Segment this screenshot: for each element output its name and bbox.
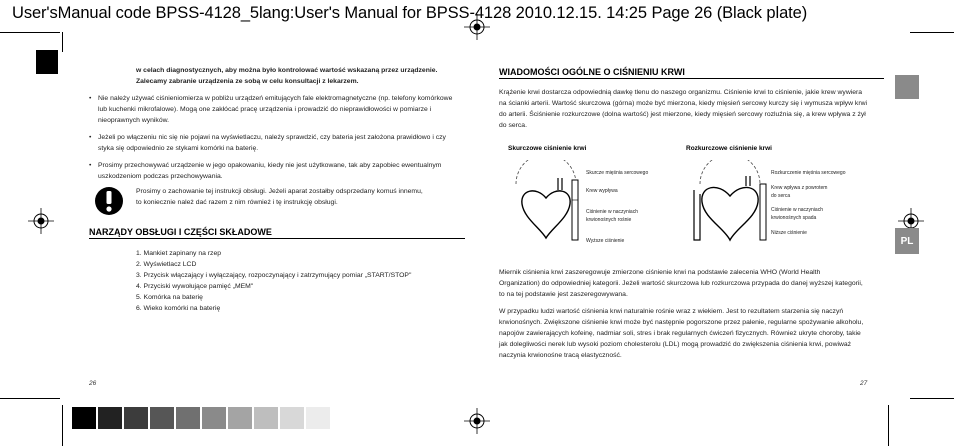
text-line: do arterii. Ściśnienie rozkurczowe (dolna wartość) jest mierzone, kiedy mięsień sercowy rozluźnia się, a krew wpływa z żył xyxy=(499,111,866,118)
gray-side-tab xyxy=(895,75,919,99)
gray-swatch xyxy=(98,407,122,429)
systolic-heart-diagram xyxy=(506,160,586,260)
gray-swatch xyxy=(124,407,148,429)
print-slug-header: User'sManual code BPSS-4128_5lang:User's Manual for BPSS-4128 2010.12.15. 14:25 Page 26 (Black plate) xyxy=(12,4,808,22)
section-title-parts: NARZĄDY OBSŁUGI I CZĘŚCI SKŁADOWE xyxy=(89,227,465,239)
diagram-label: krwionośnych spada xyxy=(771,215,817,221)
gray-swatch xyxy=(254,407,278,429)
gray-swatch xyxy=(176,407,200,429)
diagram-label: Rozkurczenie mięśnia sercowego xyxy=(771,170,846,176)
diagram-label: Wyższe ciśnienie xyxy=(586,238,625,244)
text-line: to koniecznie należ dać razem z nim również i tę instrukcję obsługi. xyxy=(136,199,338,206)
text-line: krwionośnych. Zwiększone ciśnienie krwi może być następnie pogorszone przez palenie, regularne spożywanie alkoholu, xyxy=(499,319,864,326)
diagram-label: Ciśnienie w naczyniach xyxy=(771,207,823,213)
text-line: naczynia krwionośne tracą elastyczność. xyxy=(499,352,622,359)
gray-swatch xyxy=(72,407,96,429)
warning-note xyxy=(136,186,466,208)
list-item: 2. Wyświetlacz LCD xyxy=(136,261,197,268)
crop-line xyxy=(910,398,954,399)
crop-line xyxy=(888,405,889,446)
text-line: to na tej podstawie jest zaszeregowywana. xyxy=(499,291,628,298)
gray-swatch xyxy=(202,407,226,429)
text-line: w celach diagnostycznych, aby można było kontrolować wartość wskazaną przez urządzenie. xyxy=(136,67,438,74)
parts-list xyxy=(136,248,466,314)
page-number-right: 27 xyxy=(860,380,868,387)
diagram-label: Krew wpływa z powrotem xyxy=(771,185,828,191)
list-item: 3. Przycisk włączający i wyłączający, rozpoczynający i zatrzymujący pomiar „START/STOP" xyxy=(136,272,412,279)
who-paragraph xyxy=(499,267,889,300)
list-item xyxy=(89,93,464,126)
registration-mark-icon xyxy=(28,208,54,234)
list-item: 5. Komórka na baterię xyxy=(136,294,203,301)
text-line: styka się odpowiednio ze stykami komórki na baterię. xyxy=(98,145,259,152)
diagram-label: Niższe ciśnienie xyxy=(771,230,807,236)
age-paragraph xyxy=(499,306,889,361)
registration-mark-icon xyxy=(464,408,490,434)
diagram-label: krwionośnych rośnie xyxy=(586,217,632,223)
text-line: Miernik ciśnienia krwi zaszeregowuje zmierzone ciśnienie krwi na podstawie zalecenia WHO (World Health xyxy=(499,269,821,276)
text-line: Zalecamy zabranie urządzenia ze sobą w celu konsultacji z lekarzem. xyxy=(136,78,359,85)
diagram-label: Skurcze mięśnia sercowego xyxy=(586,170,649,176)
intro-bold xyxy=(136,65,456,87)
diagram-label: Krew wypływa xyxy=(586,188,618,194)
crop-line xyxy=(0,398,60,399)
grayscale-swatch-bar xyxy=(72,407,330,429)
crop-line xyxy=(62,405,63,446)
list-item: 1. Mankiet zapinany na rzep xyxy=(136,250,222,257)
text-line: nieoprawnych wyników. xyxy=(98,117,170,124)
caution-bullets xyxy=(89,93,464,188)
diagram-label: Ciśnienie w naczyniach xyxy=(586,209,638,215)
gray-swatch xyxy=(150,407,174,429)
list-item xyxy=(89,132,464,154)
registration-mark-icon xyxy=(464,14,490,40)
gray-swatch xyxy=(228,407,252,429)
intro-paragraph xyxy=(499,87,889,131)
gray-swatch xyxy=(280,407,304,429)
crop-line xyxy=(0,32,60,33)
gray-swatch xyxy=(306,407,330,429)
text-line: do serca. xyxy=(499,122,527,129)
text-line: napojów zawierających kofeinę, nadmiar soli, stres i brak regularnych ćwiczeń fizycznych. Również ukryte choroby, takie xyxy=(499,330,861,337)
crop-line xyxy=(910,32,954,33)
list-item xyxy=(89,160,464,182)
text-line: na ścianki arterii. Wartość skurczowa (górna) może być mierzona, kiedy mięsień sercowy kurczy się i wymusza wpływ krwi xyxy=(499,100,868,107)
diastolic-heart-diagram xyxy=(690,160,770,260)
text-line: Krążenie krwi dostarcza odpowiednią dawkę tlenu do naszego organizmu. Ciśnienie krwi to ciśnienie, jakie krew wywiera xyxy=(499,89,863,96)
text-line: • Jeżeli po włączeniu nic się nie pojawi na wyświetlaczu, należy sprawdzić, czy bateria jest założona prawidłowo i czy xyxy=(98,134,446,141)
page-number-left: 26 xyxy=(89,380,97,387)
crop-line xyxy=(62,32,63,52)
list-item: 6. Wieko komórki na baterię xyxy=(136,305,221,312)
text-line: jak dolegliwości nerek lub wysoki poziom cholesterolu (LDL) mogą prowadzić do zwiększenia ciśnienia krwi, powiważ xyxy=(499,341,852,348)
text-line: lub kuchenki mikrofalowe). Mogą one zakłócać pracę urządzenia i prowadzić do nieprawidłowości w pomiarze i xyxy=(98,106,432,113)
language-tab-pl: PL xyxy=(895,228,919,254)
text-line: Organization) do odpowiedniej kategorii. Jeżeli wartość skurczowa lub rozkurczowa przypada do danej wyższej kategorii, xyxy=(499,280,863,287)
text-line: uszkodzeniom podczas przechowywania. xyxy=(98,173,223,180)
list-item: 4. Przyciski wywołujące pamięć „MEM" xyxy=(136,283,254,290)
diagram-label: do serca xyxy=(771,193,791,199)
section-title-blood-pressure: WIADOMOŚCI OGÓLNE O CIŚNIENIU KRWI xyxy=(499,67,884,79)
diagram-title-diastolic: Rozkurczowe ciśnienie krwi xyxy=(686,145,772,152)
text-line: Prosimy o zachowanie tej instrukcji obsługi. Jeżeli aparat zostałby odsprzedany komuś innemu, xyxy=(136,188,423,195)
diagram-title-systolic: Skurczowe ciśnienie krwi xyxy=(508,145,587,152)
exclamation-warning-icon xyxy=(94,186,124,216)
text-line: W przypadku ludzi wartość ciśnienia krwi naturalnie rośnie wraz z wiekiem. Jest to rezultatem starzenia się naczyń xyxy=(499,308,844,315)
text-line: • Prosimy przechowywać urządzenie w jego opakowaniu, kiedy nie jest użytkowane, tak aby zapobiec ewentualnym xyxy=(98,162,442,169)
text-line: • Nie należy używać ciśnieniomierza w pobliżu urządzeń emitujących fale elektromagnetyczne (np. telefony komórkowe xyxy=(98,95,453,102)
black-side-tab xyxy=(36,50,58,74)
